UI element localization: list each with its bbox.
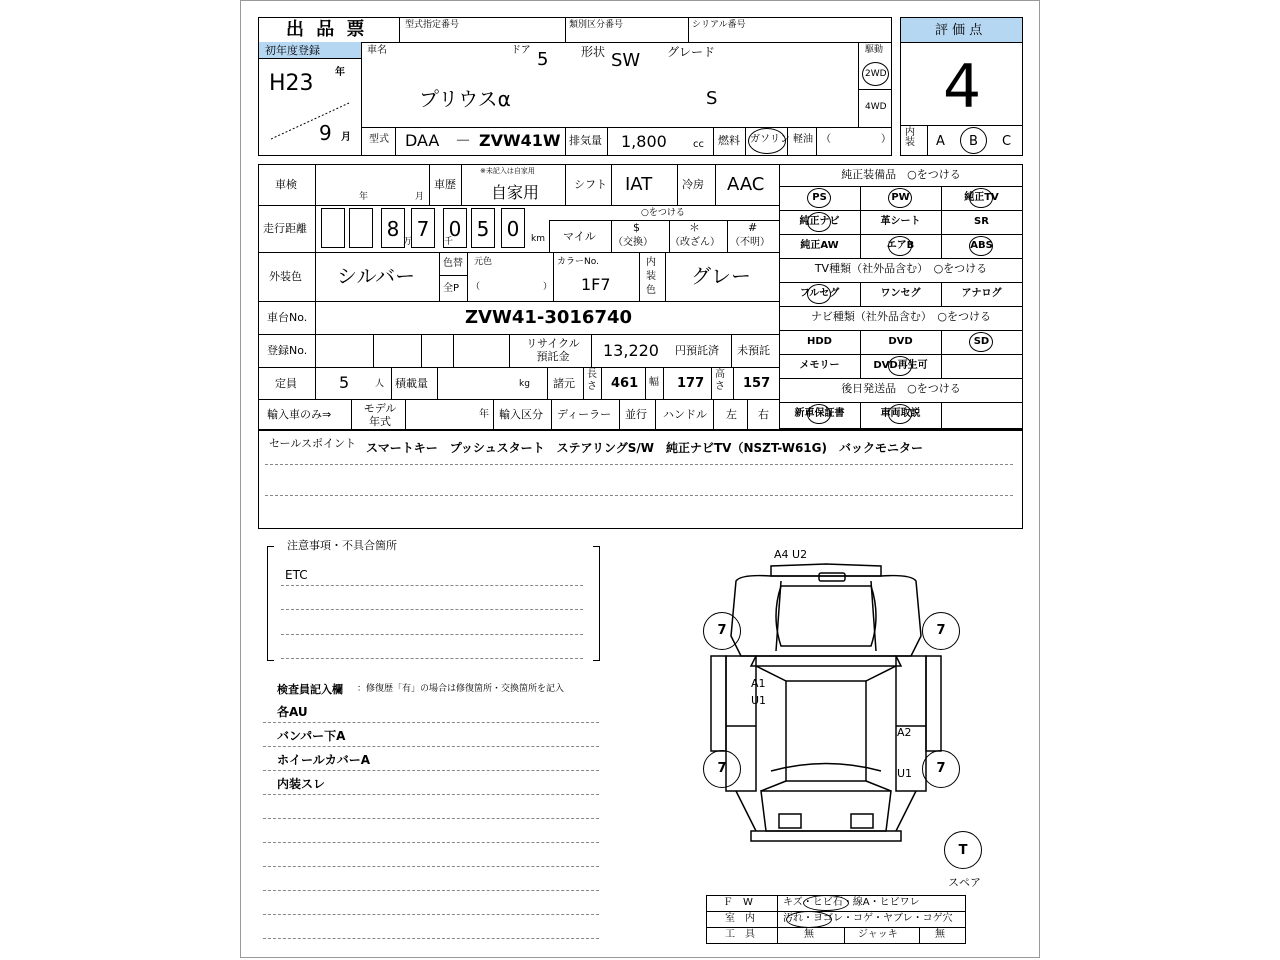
equipment-item: 車両取説 <box>880 408 921 419</box>
recycle-amount: 13,220 <box>603 341 659 360</box>
left-mark-a1: A1 <box>751 677 766 690</box>
mileage-digit: 5 <box>471 208 495 248</box>
equipment-circle <box>807 212 831 232</box>
mileage-digit <box>349 208 373 248</box>
first-registration-month: 9 <box>319 121 332 145</box>
first-registration-year: H23 <box>269 71 314 96</box>
equipment-item: DVD <box>888 336 913 347</box>
serial-label: シリアル番号 <box>692 20 746 30</box>
fw-circle <box>803 895 849 911</box>
interior-circle <box>786 911 832 928</box>
equipment-item: 純正ナビ <box>799 216 840 227</box>
interior-values: 汚れ・ヨゴレ・コゲ・ヤブレ・コゲ穴 <box>783 913 953 924</box>
length-value: 461 <box>611 376 639 391</box>
notes-line-1: ETC <box>285 568 308 582</box>
equipment-item: PS <box>812 192 827 203</box>
registration-slash <box>271 101 351 145</box>
inspector-line: 内装スレ <box>277 777 326 791</box>
mileage-digit: 0 <box>501 208 525 248</box>
sheet-title: 出 品 票 <box>286 19 368 40</box>
ac-value: AAC <box>727 174 765 195</box>
right-mark-u1: U1 <box>897 767 913 780</box>
equipment-circle <box>888 356 912 376</box>
equipment-circle <box>969 236 993 256</box>
mileage-digit: 7 <box>411 208 435 248</box>
equipment-item: メモリー <box>799 360 840 371</box>
body-shape: SW <box>611 50 641 71</box>
equipment-item: 純正TV <box>964 192 999 203</box>
fuel: ガソリン <box>750 134 790 145</box>
auction-sheet: 出 品 票 型式指定番号 類別区分番号 シリアル番号 初年度登録 H23 年 9 月 車名 ドア 5 形状 SW グレード プリウスα S 駆動 2WD 4WD 型式 DAA － ZVW41W 排気量 1,800 cc 燃料 ガソリン 軽油 （ ） 評 価 点 4 内装 A B C 車検 年 月 車歴 ※未記入は自家用 自家用 シフト IAT 冷房 AAC 走行距離 8 7 0 5 0 万 千 km ○をつける マイル $ （交換） ＊ （改ざん） # （不明） 外装色 シルバー 色替 全P 元色 （ ） カラーNo. 1F7 内装色 グレー 車台No. ZVW41-3016740 登録No. リサイクル預託金 13,220 円預託済 未預託 定員 5 人 積載量 kg 諸元 長さ 461 幅 177 高さ 157 輸入車のみ⇒ モデル年式 年 輸入区分 ディーラー 並行 ハンドル 左 右 純正装備品 ○をつける PS PW 純正TV 純正ナビ 革シート SR 純正AW エアB ABS TV種類（社外品含む） ○をつける フルセグ ワンセグ アナログ ナビ種類（社外品含む） ○をつける HDD DVD SD メモリー DVD再生可 後日発送品 ○をつける 新車保証書 車両取説 セールスポイント スマートキー プッシュスタート ステアリングS/W 純正ナビTV（NSZT-W61G) バックモニター 注意事項・不具合箇所 ETC 検査員記入欄 ：修復歴「有」の場合は修復箇所・交換箇所を記入 各AU バンパー下A ホイールカバーA 内装スレ A4 U2 A1 U1 A2 U1 7 7 7 7 T スペア Ｆ W キズ・ヒビ石・線A・ヒビワレ 室 内 汚れ・ヨゴレ・コゲ・ヤブレ・コゲ穴 工 具 無 ジャッキ 無 <box>240 0 1040 958</box>
equipment-circle <box>888 404 912 424</box>
spare-label: スペア <box>948 876 981 889</box>
equipment-item: ABS <box>970 240 993 251</box>
height-value: 157 <box>743 376 771 391</box>
equipment-item: DVD再生可 <box>873 360 928 371</box>
equipment-section-title: 純正装備品 ○をつける <box>841 168 961 181</box>
equipment-item: 純正AW <box>800 240 839 251</box>
equipment-item: 革シート <box>880 216 921 227</box>
equipment-section-title: 後日発送品 ○をつける <box>841 382 961 395</box>
equipment-item: エアB <box>886 240 915 251</box>
equipment-item: HDD <box>807 336 832 347</box>
inspector-line: ホイールカバーA <box>277 753 371 767</box>
car-name: プリウスα <box>419 87 511 111</box>
equipment-panel <box>779 164 1023 430</box>
equipment-circle <box>888 236 912 256</box>
equipment-item: SR <box>974 216 989 227</box>
notes-label: 注意事項・不具合箇所 <box>287 539 397 552</box>
inspector-line: バンパー下A <box>277 729 346 743</box>
equipment-item: PW <box>891 192 910 203</box>
color-number: 1F7 <box>581 275 611 294</box>
width-value: 177 <box>677 376 705 391</box>
equipment-section-title: TV種類（社外品含む） ○をつける <box>814 262 988 275</box>
interior-color: グレー <box>691 264 751 288</box>
sales-points-text: スマートキー プッシュスタート ステアリングS/W 純正ナビTV（NSZT-W61G) バックモニター <box>366 441 923 455</box>
history-value: 自家用 <box>491 183 540 202</box>
score-value: 4 <box>943 52 982 122</box>
first-registration-label: 初年度登録 <box>265 44 320 57</box>
shift-value: IAT <box>625 174 653 195</box>
drive-2wd: 2WD <box>865 69 887 79</box>
equipment-circle <box>807 188 831 208</box>
equipment-item: 新車保証書 <box>794 408 845 419</box>
exterior-color: シルバー <box>337 264 416 288</box>
notes-box <box>267 546 600 659</box>
left-mark-u1: U1 <box>751 694 767 707</box>
model-prefix: DAA <box>405 131 440 150</box>
right-mark-a2: A2 <box>897 726 912 739</box>
equipment-item: フルセグ <box>799 288 840 299</box>
inspector-label: 検査員記入欄 <box>277 683 343 696</box>
category-label: 類別区分番号 <box>569 20 624 30</box>
mileage-digit: 8 <box>381 208 405 248</box>
displacement: 1,800 <box>621 132 667 151</box>
grade: S <box>706 88 718 109</box>
equipment-section-title: ナビ種類（社外品含む） ○をつける <box>810 310 992 323</box>
type-designation-label: 型式指定番号 <box>405 20 460 30</box>
interior-grade: B <box>969 134 978 149</box>
equipment-item: ワンセグ <box>880 288 921 299</box>
door-count: 5 <box>537 49 549 70</box>
front-damage-mark: A4 U2 <box>774 548 808 561</box>
model-code: ZVW41W <box>479 131 561 150</box>
score-label: 評 価 点 <box>935 23 983 38</box>
capacity-value: 5 <box>339 373 350 392</box>
chassis-number: ZVW41-3016740 <box>465 307 633 328</box>
car-name-label: 車名 <box>367 45 387 56</box>
fw-values: キズ・ヒビ石・線A・ヒビワレ <box>783 897 920 908</box>
mileage-digit <box>321 208 345 248</box>
equipment-circle <box>807 404 831 424</box>
equipment-item: SD <box>973 336 990 347</box>
mileage-digit: 0 <box>443 208 467 248</box>
drive-4wd: 4WD <box>865 102 887 112</box>
equipment-circle <box>888 188 912 208</box>
equipment-circle <box>807 284 831 304</box>
equipment-circle <box>969 188 993 208</box>
equipment-circle <box>969 332 993 352</box>
car-diagram <box>681 556 981 851</box>
inspector-line: 各AU <box>277 705 308 719</box>
equipment-item: アナログ <box>961 288 1002 299</box>
